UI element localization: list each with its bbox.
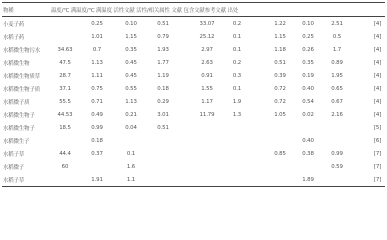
value-cell: 0.1 [232,46,242,53]
value-cell [50,173,80,187]
value-cell: 28.7 [59,72,71,79]
value-cell: 33.07 [199,20,215,27]
table-body [2,17,385,187]
value-cell [178,121,190,134]
value-cell: 1.77 [157,59,169,66]
value-cell: 1.05 [274,111,286,118]
value-cell: 0.7 [92,46,102,53]
value-cell [148,134,178,147]
value-cell: 0.1 [232,85,242,92]
value-cell: 1.11 [91,72,103,79]
table-row [2,30,385,43]
value-cell [178,56,190,69]
value-cell: 1.9 [232,98,242,105]
table-row [2,95,385,108]
value-cell [352,173,370,187]
value-cell [352,134,370,147]
value-cell: 44.53 [57,111,73,118]
row-label: 水稻微子质 [3,99,30,106]
value-cell [148,147,178,160]
value-cell: 1.1 [126,176,136,183]
value-cell: 0.2 [232,59,242,66]
value-cell: 0.10 [302,20,314,27]
value-cell: 0.1 [126,150,136,157]
value-cell [352,30,370,43]
value-cell [322,173,352,187]
value-cell: 0.85 [274,150,286,157]
value-cell: 0.19 [302,72,314,79]
value-cell: 0.65 [331,85,343,92]
value-cell: 1.3 [232,111,242,118]
reference-cell: [7] [373,176,382,183]
value-cell: 1.55 [201,85,213,92]
reference-cell: [4] [373,85,382,92]
value-cell: 1.17 [201,98,213,105]
value-cell: 0.26 [302,46,314,53]
reference-cell: [7] [373,150,382,157]
value-cell: 25.12 [199,33,215,40]
value-cell [250,82,266,95]
value-cell [178,95,190,108]
value-cell: 0.99 [91,124,103,131]
value-cell: 1.01 [91,33,103,40]
value-cell: 1.7 [332,46,342,53]
row-label: 水稻子草 [3,151,25,158]
row-label: 水稻微子 [3,164,25,171]
row-label: 小麦子药 [3,21,25,28]
value-cell: 0.55 [125,85,137,92]
value-cell: 34.63 [57,46,73,53]
value-cell [352,82,370,95]
value-cell [224,173,250,187]
value-cell: 0.3 [232,72,242,79]
reference-cell: [4] [373,59,382,66]
value-cell: 1.6 [126,163,136,170]
value-cell [352,95,370,108]
value-cell: 0.1 [232,33,242,40]
value-cell [178,173,190,187]
value-cell: 0.25 [302,33,314,40]
value-cell: 0.67 [331,98,343,105]
value-cell: 1.22 [274,20,286,27]
row-label: 水稻微生物 [3,60,30,67]
value-cell: 0.79 [157,33,169,40]
value-cell [224,147,250,160]
table-row [2,69,385,82]
value-cell [224,134,250,147]
reference-cell: [5] [373,124,382,131]
reference-cell: [6] [373,137,382,144]
value-cell [250,108,266,121]
reference-cell: [4] [373,20,382,27]
value-cell: 0.39 [274,72,286,79]
value-cell: 0.40 [302,137,314,144]
value-cell [178,82,190,95]
value-cell [178,43,190,56]
value-cell [190,147,224,160]
value-cell: 1.18 [274,46,286,53]
reference-cell: [4] [373,33,382,40]
value-cell: 0.18 [91,137,103,144]
value-cell [266,121,294,134]
value-cell: 0.51 [274,59,286,66]
value-cell: 0.37 [91,150,103,157]
value-cell [190,121,224,134]
value-cell [50,30,80,43]
value-cell: 1.15 [125,33,137,40]
value-cell [178,17,190,31]
value-cell [250,147,266,160]
value-cell: 3.01 [157,111,169,118]
value-cell: 2.51 [331,20,343,27]
value-cell: 0.49 [91,111,103,118]
value-cell: 1.95 [331,72,343,79]
value-cell: 1.91 [91,176,103,183]
value-cell [352,121,370,134]
value-cell: 0.5 [332,33,342,40]
table-row [2,173,385,187]
reference-cell: [4] [373,46,382,53]
value-cell: 0.02 [302,111,314,118]
value-cell: 0.2 [232,20,242,27]
value-cell: 0.45 [125,72,137,79]
header-caption: 物種 [3,7,14,14]
value-cell: 0.54 [302,98,314,105]
value-cell: 44.4 [59,150,71,157]
value-cell: 55.5 [59,98,71,105]
row-label: 水稻微生物污水 [3,47,41,54]
row-label: 水稻微生物子质 [3,86,41,93]
value-cell: 0.04 [125,124,137,131]
value-cell [266,173,294,187]
value-cell [352,43,370,56]
row-label: 水稻子药 [3,34,25,41]
value-cell [178,69,190,82]
value-cell [250,43,266,56]
value-cell: 0.75 [91,85,103,92]
value-cell [190,173,224,187]
value-cell [178,160,190,173]
value-cell: 37.1 [59,85,71,92]
table-row [2,82,385,95]
value-cell [250,69,266,82]
value-cell [250,56,266,69]
reference-cell: [4] [373,98,382,105]
row-label: 水稻微生物质草 [3,73,41,80]
value-cell [322,121,352,134]
value-cell: 0.29 [157,98,169,105]
value-cell [250,95,266,108]
data-table [2,2,385,187]
row-label: 水稻微生物子 [3,125,35,132]
table-row [2,43,385,56]
value-cell: 1.19 [157,72,169,79]
reference-cell: [4] [373,72,382,79]
value-cell [250,160,266,173]
value-cell [190,160,224,173]
value-cell: 2.63 [201,59,213,66]
value-cell: 0.40 [302,85,314,92]
value-cell: 0.91 [201,72,213,79]
table-row [2,147,385,160]
value-cell: 0.51 [157,20,169,27]
value-cell [250,121,266,134]
value-cell: 0.35 [125,46,137,53]
table-row [2,17,385,31]
value-cell [224,121,250,134]
value-cell [148,173,178,187]
value-cell: 1.15 [274,33,286,40]
value-cell: 0.71 [91,98,103,105]
value-cell [178,30,190,43]
value-cell: 2.97 [201,46,213,53]
value-cell [178,147,190,160]
value-cell [114,134,148,147]
reference-cell: [7] [373,163,382,170]
value-cell [266,160,294,173]
value-cell: 0.72 [274,98,286,105]
value-cell: 0.21 [125,111,137,118]
table-row [2,134,385,147]
table-row [2,160,385,173]
value-cell [178,108,190,121]
row-label: 水稻微生子 [3,138,30,145]
value-cell [148,160,178,173]
value-cell [50,134,80,147]
header-groups: 温度/℃ 满温度/℃ 满温度 活性文献 活性/相关属性 文献 包含文献参考文献 出处 [51,7,239,14]
table-header-row [2,3,385,17]
value-cell: 1.13 [125,98,137,105]
value-cell: 0.59 [331,163,343,170]
value-cell: 0.18 [157,85,169,92]
table-row [2,56,385,69]
value-cell: 1.13 [91,59,103,66]
value-cell [250,30,266,43]
value-cell [352,69,370,82]
value-cell: 18.5 [59,124,71,131]
value-cell [352,56,370,69]
value-cell: 0.35 [302,59,314,66]
value-cell: 2.16 [331,111,343,118]
value-cell [352,108,370,121]
value-cell [250,17,266,31]
reference-cell: [4] [373,111,382,118]
value-cell [294,121,322,134]
value-cell: 0.99 [331,150,343,157]
value-cell: 11.79 [199,111,215,118]
value-cell [250,173,266,187]
value-cell [352,147,370,160]
value-cell: 0.89 [331,59,343,66]
value-cell: 60 [61,163,69,170]
value-cell: 47.5 [59,59,71,66]
row-label: 水稻子草 [3,177,25,184]
table-row [2,121,385,134]
value-cell: 0.45 [125,59,137,66]
value-cell: 0.72 [274,85,286,92]
value-cell [178,134,190,147]
value-cell [250,134,266,147]
value-cell: 0.25 [91,20,103,27]
value-cell [352,17,370,31]
value-cell: 0.51 [157,124,169,131]
value-cell [80,160,114,173]
value-cell: 0.38 [302,150,314,157]
value-cell: 0.10 [125,20,137,27]
value-cell: 1.89 [302,176,314,183]
value-cell [322,134,352,147]
table-row [2,108,385,121]
value-cell [190,134,224,147]
value-cell [224,160,250,173]
value-cell [352,160,370,173]
value-cell [50,17,80,31]
value-cell: 1.93 [157,46,169,53]
value-cell [294,160,322,173]
row-label: 水稻微生物子 [3,112,35,119]
value-cell [266,134,294,147]
